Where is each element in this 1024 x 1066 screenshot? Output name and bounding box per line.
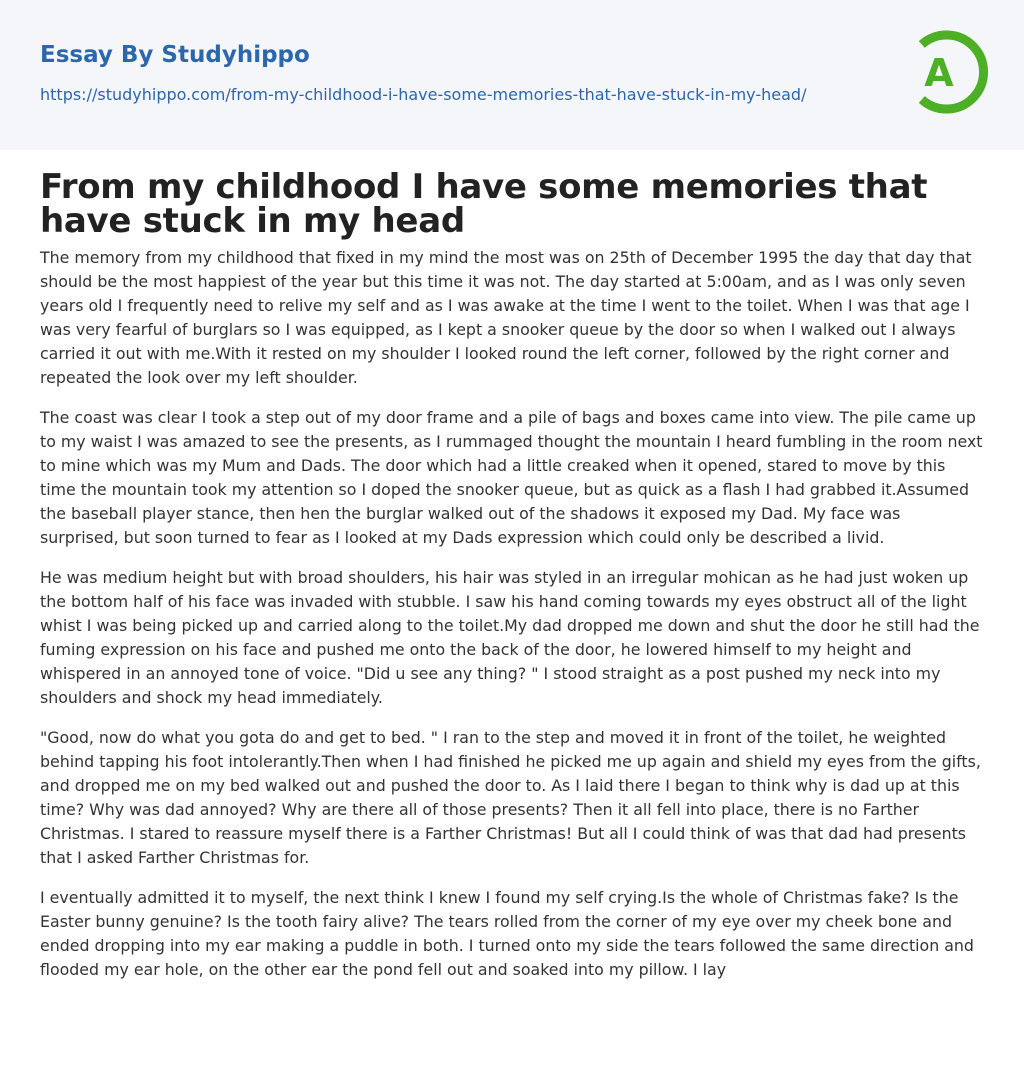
page-header (0, 0, 1024, 150)
essay-paragraph: He was medium height but with broad shoulders, his hair was styled in an irregular mohican as he had just woken up the bottom half of his face was invaded with stubble. I saw his hand coming towards my eyes obstruct all of the light whist I was being picked up and carried along to the toilet.My dad dropped me down and shut the door he still had the fuming expression on his face and pushed me onto the back of the door, he lowered himself to my height and whispered in an annoyed tone of voice. "Did u see any thing? " I stood straight as a post pushed my neck into my shoulders and shock my head immediately. (40, 568, 980, 707)
studyhippo-logo-icon[interactable] (906, 26, 990, 118)
essay-content (0, 167, 1024, 982)
essay-paragraph: The memory from my childhood that fixed in my mind the most was on 25th of December 1995 the day that day that should be the most happiest of the year but this time it was not. The day started at 5:00am, and as I was only seven years old I frequently need to relive my self and as I was awake at the time I went to the toilet. When I was that age I was very fearful of burglars so I was equipped, as I kept a snooker queue by the door so when I walked out I always carried it out with me.With it rested on my shoulder I looked round the left corner, followed by the right corner and repeated the look over my left shoulder. (40, 248, 972, 387)
essay-paragraph: I eventually admitted it to myself, the next think I knew I found my self crying.Is the whole of Christmas fake? Is the Easter bunny genuine? Is the tooth fairy alive? The tears rolled from the corner of my eye over my cheek bone and ended dropping into my ear making a puddle in both. I turned onto my side the tears followed the same direction and flooded my ear hole, on the other ear the pond fell out and soaked into my pillow. I lay (40, 888, 974, 979)
essay-url-link[interactable]: https://studyhippo.com/from-my-childhood-i-have-some-memories-that-have-stuck-in-my-head/ (40, 85, 807, 104)
essay-paragraph: "Good, now do what you gota do and get to bed. " I ran to the step and moved it in front of the toilet, he weighted behind tapping his foot intolerantly.Then when I had finished he picked me up again and shield my eyes from the gifts, and dropped me on my bed walked out and pushed the door to. As I laid there I began to think why is dad up at this time? Why was dad annoyed? Why are there all of those presents? Then it all fell into place, there is no Farther Christmas. I stared to reassure myself there is a Farther Christmas! But all I could think of was that dad had presents that I asked Farther Christmas for. (40, 728, 981, 867)
site-brand[interactable]: Essay By Studyhippo (40, 42, 310, 68)
logo-letter: A (924, 51, 954, 95)
essay-title: From my childhood I have some memories that have stuck in my head (40, 167, 928, 241)
essay-paragraph: The coast was clear I took a step out of my door frame and a pile of bags and boxes came into view. The pile came up to my waist I was amazed to see the presents, as I rummaged thought the mountain I heard fumbling in the room next to mine which was my Mum and Dads. The door which had a little creaked when it opened, stared to move by this time the mountain took my attention so I doped the snooker queue, but as quick as a flash I had grabbed it.Assumed the baseball player stance, then hen the burglar walked out of the shadows it exposed my Dad. My face was surprised, but soon turned to fear as I looked at my Dads expression which could only be described a livid. (40, 408, 983, 547)
